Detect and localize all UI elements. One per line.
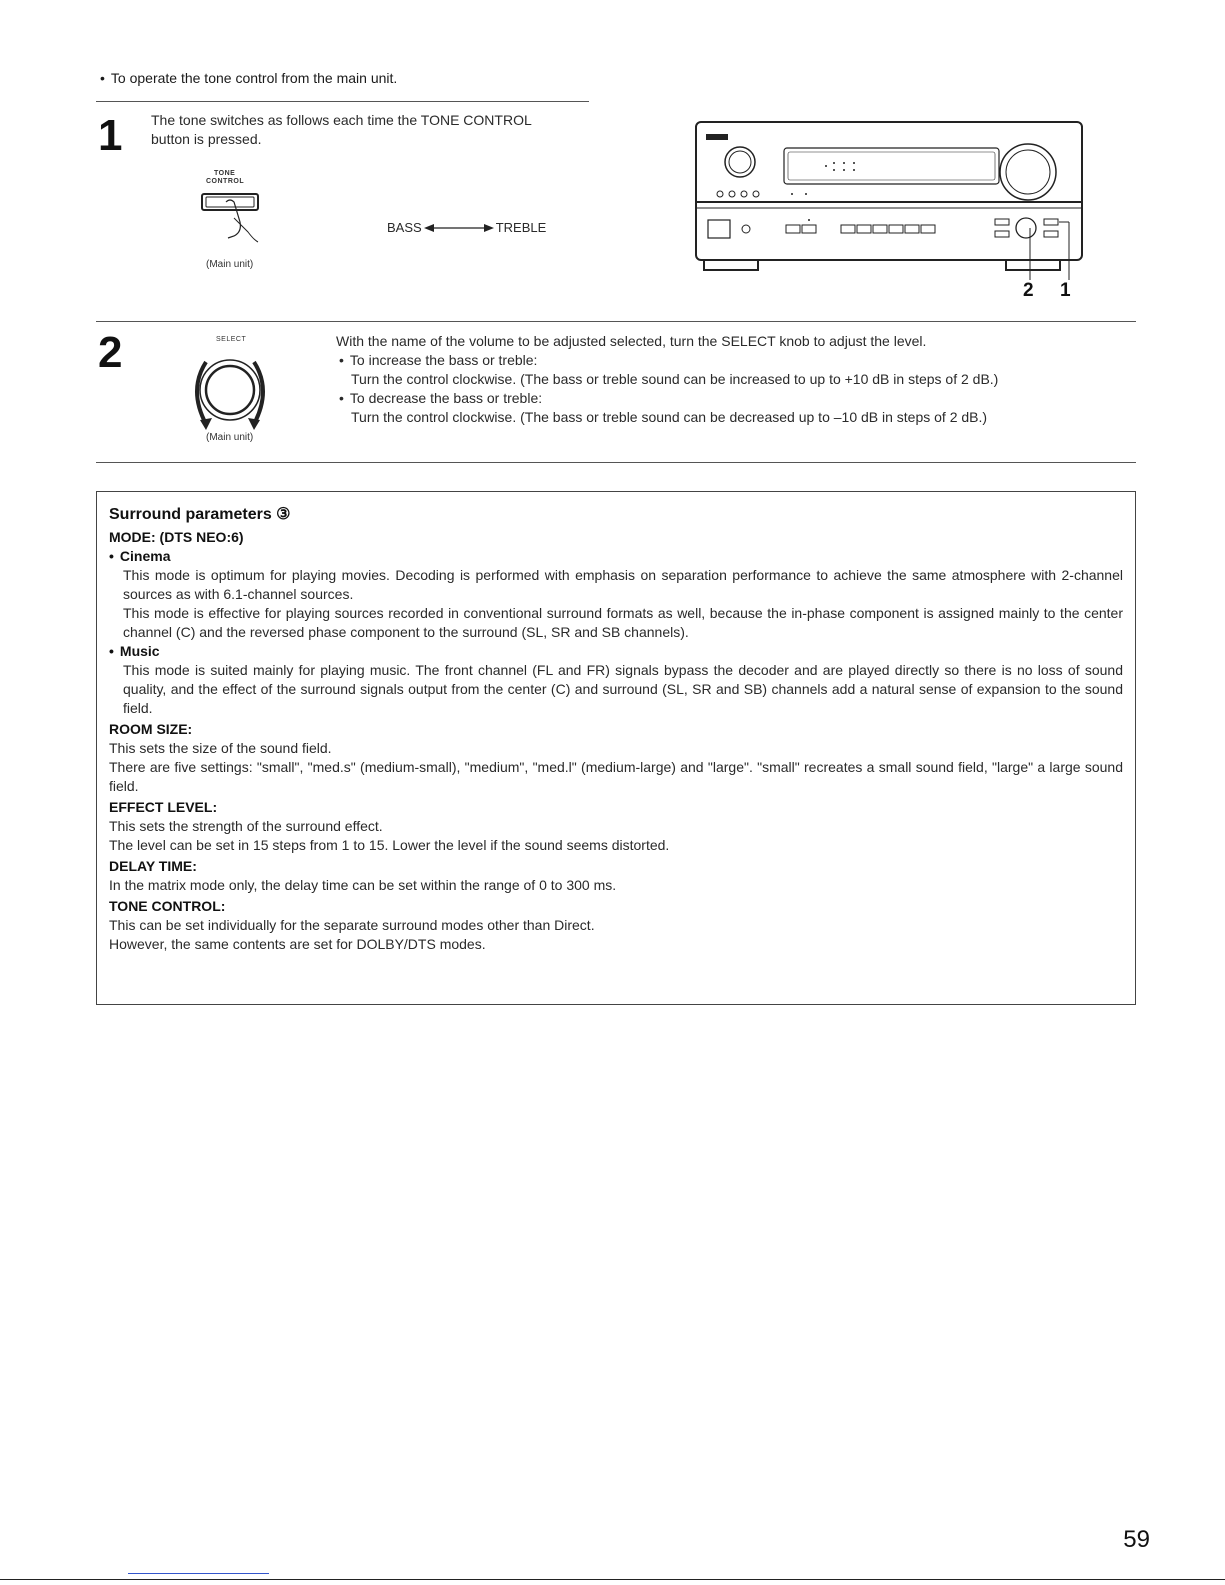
step-1-number: 1: [98, 111, 123, 160]
tone-label-2: CONTROL: [206, 178, 245, 185]
music-paragraph: This mode is suited mainly for playing music. The front channel (FL and FR) signals bypass the decoder and are played directly so there is no loss of sound quality, and the effect of the surround signals output from the center (C) and surround (SL, SR and SB) channels add a natural sense of expansion to the sound field.: [123, 662, 1123, 716]
music-heading: [109, 642, 1123, 661]
divider: [96, 101, 589, 102]
effect-level-heading: EFFECT LEVEL:: [109, 799, 218, 815]
intro-text: [100, 70, 397, 86]
cinema-heading: [109, 547, 1123, 566]
finger-press-icon: [194, 188, 274, 268]
step-2-caption: (Main unit): [206, 432, 254, 443]
cinema-paragraph-1: This mode is optimum for playing movies. Decoding is performed with emphasis on separation performance to achieve the same atmosphere with 2-channel sources as with 6.1-channel sources.: [123, 567, 1123, 602]
double-arrow-icon: [424, 222, 494, 234]
tone-control-heading: TONE CONTROL:: [109, 898, 226, 914]
step-2-number: 2: [98, 328, 123, 377]
step-2-bullet-1: [336, 351, 1136, 370]
divider: [96, 321, 1136, 322]
divider: [96, 462, 1136, 463]
treble-label: TREBLE: [495, 220, 547, 235]
mode-heading: MODE: (DTS NEO:6): [109, 529, 244, 545]
footer-line: [0, 1579, 1225, 1580]
bullet-1-text: To increase the bass or treble:: [349, 352, 538, 368]
music-heading-text: Music: [119, 643, 160, 659]
surround-parameters-content: [109, 504, 1123, 954]
rotate-knob-icon: [170, 344, 290, 434]
tone-control-paragraph-1: This can be set individually for the separate surround modes other than Direct.: [109, 917, 595, 933]
step-2-line-2: Turn the control clockwise. (The bass or treble sound can be increased to up to +10 dB in steps of 2 dB.): [351, 371, 999, 387]
step-2-bullet-2: [336, 389, 1136, 408]
tone-control-paragraph-2: However, the same contents are set for DOLBY/DTS modes.: [109, 936, 486, 952]
tone-control-button-illustration: [194, 170, 274, 270]
step-1-text: [151, 111, 532, 149]
bullet-2-text: To decrease the bass or treble:: [349, 390, 543, 406]
step-2-line-3: Turn the control clockwise. (The bass or treble sound can be decreased up to –10 dB in steps of 2 dB.): [351, 409, 988, 425]
room-size-paragraph-2: There are five settings: "small", "med.s" (medium-small), "medium", "med.l" (medium-large) and "large". "small" recreates a small sound field, "large" a large sound field.: [109, 759, 1123, 794]
bass-label: BASS: [387, 220, 422, 235]
select-label: SELECT: [216, 336, 247, 343]
room-size-heading: ROOM SIZE:: [109, 721, 193, 737]
delay-time-heading: DELAY TIME:: [109, 858, 197, 874]
cinema-heading-text: Cinema: [119, 548, 171, 564]
effect-level-paragraph-1: This sets the strength of the surround effect.: [109, 818, 383, 834]
step-1-caption: (Main unit): [206, 259, 254, 270]
select-knob-illustration: [170, 336, 290, 446]
step-1-line-1: The tone switches as follows each time the TONE CONTROL: [151, 112, 532, 128]
delay-time-paragraph: In the matrix mode only, the delay time can be set within the range of 0 to 300 ms.: [109, 877, 617, 893]
footer-link-underline: [128, 1573, 269, 1574]
callout-2: 2: [1023, 280, 1034, 301]
callout-1: 1: [1060, 280, 1071, 301]
step-1-line-2: button is pressed.: [151, 131, 262, 147]
page-number: 59: [1123, 1526, 1150, 1553]
surround-parameters-box: [96, 491, 1136, 1005]
room-size-paragraph-1: This sets the size of the sound field.: [109, 740, 332, 756]
bass-treble-toggle: [387, 218, 546, 237]
tone-label-1: TONE: [214, 170, 236, 177]
intro-label: To operate the tone control from the main unit.: [110, 70, 398, 86]
step-2-line-1: With the name of the volume to be adjusted selected, turn the SELECT knob to adjust the level.: [336, 333, 927, 349]
cinema-paragraph-2: This mode is effective for playing sources recorded in conventional surround formats as well, because the in-phase component is assigned mainly to the center channel (C) and the reversed phase component to the surround (SL, SR and SB channels).: [123, 605, 1123, 640]
effect-level-paragraph-2: The level can be set in 15 steps from 1 to 15. Lower the level if the sound seems distorted.: [109, 837, 670, 853]
receiver-illustration: [694, 118, 1089, 308]
surround-title: Surround parameters ③: [109, 506, 291, 523]
step-2-text: [336, 332, 1136, 427]
